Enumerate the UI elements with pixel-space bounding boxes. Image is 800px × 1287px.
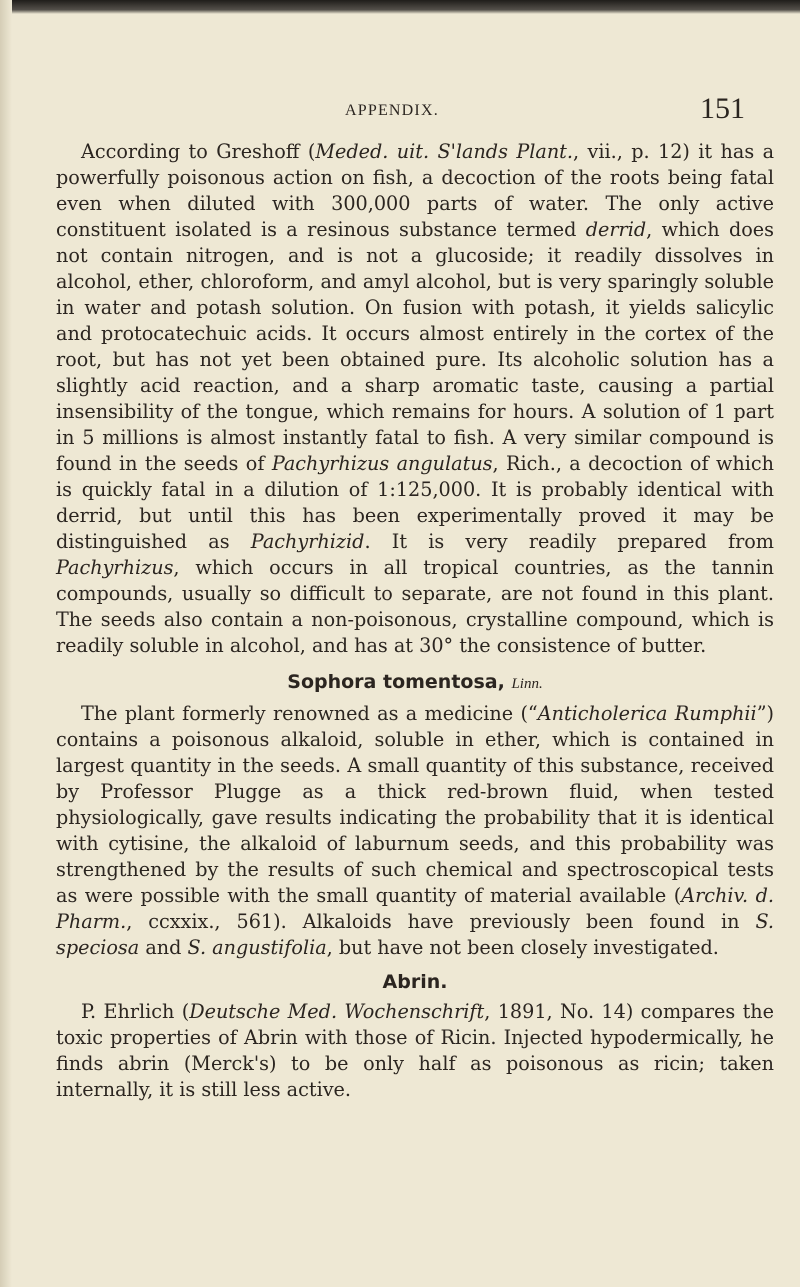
abrin-heading: Abrin.	[382, 971, 448, 993]
text-run: . It is very readily prepared from	[364, 530, 774, 553]
text-run: , ccxxix., 561). Alkaloids have previously been found in	[126, 910, 756, 933]
text-run: and	[139, 936, 188, 959]
species-italic: Pachyrhizus angulatus	[271, 452, 493, 475]
text-run: , Rich., a decoction of which is quickly fatal in a dilution of 1:125,000. It is probably identical with derrid, but until this has been experimentally proved it may be distinguished as	[56, 452, 774, 553]
text-run: , 1891, No. 14) compares the toxic properties of Abrin with those of Ricin. Injected hypodermically, he finds abrin (Merck's) to be only half as poisonous as ricin; taken internally, it is still less active.	[56, 1000, 774, 1101]
sophora-heading	[56, 669, 774, 697]
sophora-title: Sophora tomentosa,	[287, 671, 505, 693]
text-run: According to Greshoff (	[81, 140, 316, 163]
species-italic: S. angustifolia	[187, 936, 327, 959]
page-binding-shadow	[0, 0, 12, 1287]
name-italic: Anticholerica Rumphii	[537, 702, 757, 725]
derris-paragraph	[56, 139, 774, 659]
genus-italic: Pachyrhizus	[56, 556, 174, 579]
term-italic: derrid	[585, 218, 647, 241]
citation-italic: Deutsche Med. Wochenschrift	[189, 1000, 485, 1023]
running-head: APPENDIX.	[345, 102, 439, 119]
citation-italic: Meded. uit. S'lands Plant.	[315, 140, 573, 163]
text-run: , which occurs in all tropical countries, as the tannin compounds, usually so difficult to separate, are not found in this plant. The seeds also contain a non-poisonous, crystalline compound, which is readily soluble in alcohol, and has at 30° the consistence of butter.	[56, 556, 774, 657]
text-run: The plant formerly renowned as a medicine (“	[81, 702, 538, 725]
citation-italic: Archiv. d. Pharm.	[56, 884, 774, 933]
species-italic: S. speciosa	[56, 910, 774, 959]
page-body	[56, 139, 774, 1103]
text-run: , vii., p. 12) it has a powerfully poisonous action on fish, a decoction of the roots being fatal even when diluted with 300,000 parts of water. The only active constituent isolated is a resinous substance termed	[56, 140, 775, 241]
page-number: 151	[700, 92, 745, 125]
sophora-paragraph	[56, 701, 774, 961]
term-italic: Pachyrhizid	[250, 530, 365, 553]
text-run: , which does not contain nitrogen, and is not a glucoside; it readily dissolves in alcohol, ether, chloroform, and amyl alcohol, but is very sparingly soluble in water and potash solution. On fusion with potash, it yields salicylic and protocatechuic acids. It occurs almost entirely in the cortex of the root, but has not yet been obtained pure. Its alcoholic solution has a slightly acid reaction, and a sharp aromatic taste, causing a partial insensibility of the tongue, which remains for hours. A solution of 1 part in 5 millions is almost instantly fatal to fish. A very similar compound is found in the seeds of	[56, 218, 774, 475]
page-header	[0, 92, 800, 140]
text-run: , but have not been closely investigated.	[326, 936, 719, 959]
abrin-paragraph	[56, 999, 774, 1103]
page-top-edge	[0, 0, 800, 14]
text-run: ”) contains a poisonous alkaloid, soluble in ether, which is contained in largest quantity in the seeds. A small quantity of this substance, received by Professor Plugge as a thick red-brown fluid, when tested physiologically, gave results indicating the probability that it is identical with cytisine, the alkaloid of laburnum seeds, and this probability was strengthened by the results of such chemical and spectroscopical tests as were possible with the small quantity of material available (	[56, 702, 774, 907]
sophora-author: Linn.	[511, 676, 543, 692]
text-run: P. Ehrlich (	[81, 1000, 190, 1023]
